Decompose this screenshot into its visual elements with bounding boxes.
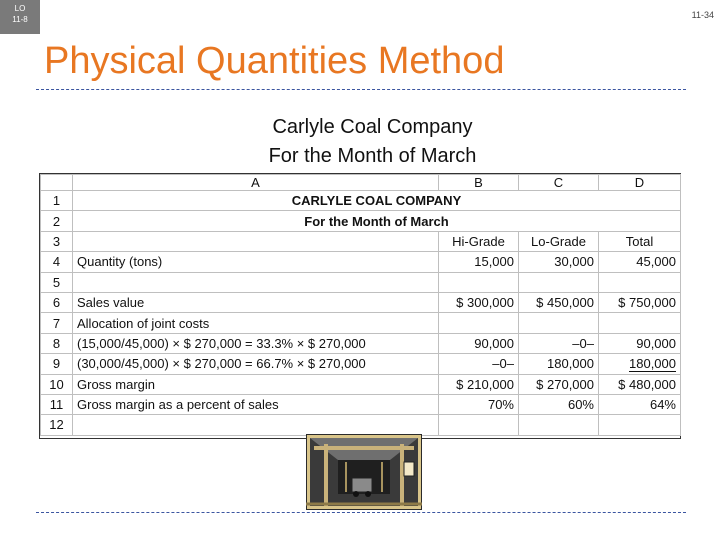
lo-label: LO — [14, 4, 26, 13]
table-row — [41, 231, 681, 251]
table-row — [41, 252, 681, 272]
row-number: 9 — [41, 354, 73, 374]
cell-d: $ 480,000 — [599, 374, 681, 394]
cell-c: $ 450,000 — [519, 292, 599, 312]
cell-c: 30,000 — [519, 252, 599, 272]
cell-c: 60% — [519, 394, 599, 414]
cell-d: 45,000 — [599, 252, 681, 272]
cell-d — [599, 415, 681, 435]
row-number: 4 — [41, 252, 73, 272]
cell-b: $ 300,000 — [439, 292, 519, 312]
slide-number: 11-34 — [691, 10, 714, 20]
column-header-a: A — [73, 175, 439, 191]
cell-b — [439, 415, 519, 435]
cell-c — [519, 272, 599, 292]
underlined-value: 180,000 — [629, 355, 676, 371]
row-number: 5 — [41, 272, 73, 292]
column-header-c: C — [519, 175, 599, 191]
cell-c: Lo-Grade — [519, 231, 599, 251]
cell-d: 90,000 — [599, 333, 681, 353]
cell-c: 180,000 — [519, 354, 599, 374]
cell-a — [73, 231, 439, 251]
column-header-b: B — [439, 175, 519, 191]
divider-bottom — [36, 512, 686, 513]
column-header-d: D — [599, 175, 681, 191]
table-row — [41, 313, 681, 333]
table-row — [41, 415, 681, 435]
spreadsheet-table — [40, 174, 681, 436]
cell-a: Allocation of joint costs — [73, 313, 439, 333]
cell-c — [519, 415, 599, 435]
cell-b: $ 210,000 — [439, 374, 519, 394]
lo-number: 11-8 — [12, 15, 28, 24]
cell-c: –0– — [519, 333, 599, 353]
column-header-row — [41, 175, 681, 191]
cell-a: Quantity (tons) — [73, 252, 439, 272]
cell-a — [73, 272, 439, 292]
cell-a: Gross margin — [73, 374, 439, 394]
cell-a: Sales value — [73, 292, 439, 312]
divider-top — [36, 89, 686, 90]
row-number: 12 — [41, 415, 73, 435]
row-number: 2 — [41, 211, 73, 231]
cell-c: $ 270,000 — [519, 374, 599, 394]
subtitle-company: Carlyle Coal Company — [272, 116, 473, 138]
row-number: 11 — [41, 394, 73, 414]
row-number: 1 — [41, 191, 73, 211]
sheet-subtitle: For the Month of March — [73, 211, 681, 231]
row-number: 8 — [41, 333, 73, 353]
cell-a: (15,000/45,000) × $ 270,000 = 33.3% × $ 270,000 — [73, 333, 439, 353]
spreadsheet — [39, 173, 681, 439]
cell-b — [439, 313, 519, 333]
cell-a — [73, 415, 439, 435]
cell-c — [519, 313, 599, 333]
table-row — [41, 394, 681, 414]
cell-d: $ 750,000 — [599, 292, 681, 312]
cell-b: 15,000 — [439, 252, 519, 272]
sheet-title: CARLYLE COAL COMPANY — [73, 191, 681, 211]
cell-d — [599, 272, 681, 292]
table-row — [41, 272, 681, 292]
row-number: 3 — [41, 231, 73, 251]
cell-b: 90,000 — [439, 333, 519, 353]
cell-d — [599, 354, 681, 374]
table-row — [41, 354, 681, 374]
cell-b: 70% — [439, 394, 519, 414]
coal-mine-illustration — [306, 434, 422, 510]
cell-a: Gross margin as a percent of sales — [73, 394, 439, 414]
table-row — [41, 374, 681, 394]
cell-d — [599, 313, 681, 333]
row-number: 6 — [41, 292, 73, 312]
lo-badge — [0, 0, 40, 34]
page-title: Physical Quantities Method — [44, 40, 505, 82]
corner-cell — [41, 175, 73, 191]
cell-b: Hi-Grade — [439, 231, 519, 251]
cell-a: (30,000/45,000) × $ 270,000 = 66.7% × $ 270,000 — [73, 354, 439, 374]
table-row — [41, 333, 681, 353]
cell-d: Total — [599, 231, 681, 251]
table-row — [41, 211, 681, 231]
row-number: 7 — [41, 313, 73, 333]
cell-b: –0– — [439, 354, 519, 374]
table-row — [41, 292, 681, 312]
row-number: 10 — [41, 374, 73, 394]
subtitle-period: For the Month of March — [268, 145, 477, 167]
cell-b — [439, 272, 519, 292]
cell-d: 64% — [599, 394, 681, 414]
table-row — [41, 191, 681, 211]
